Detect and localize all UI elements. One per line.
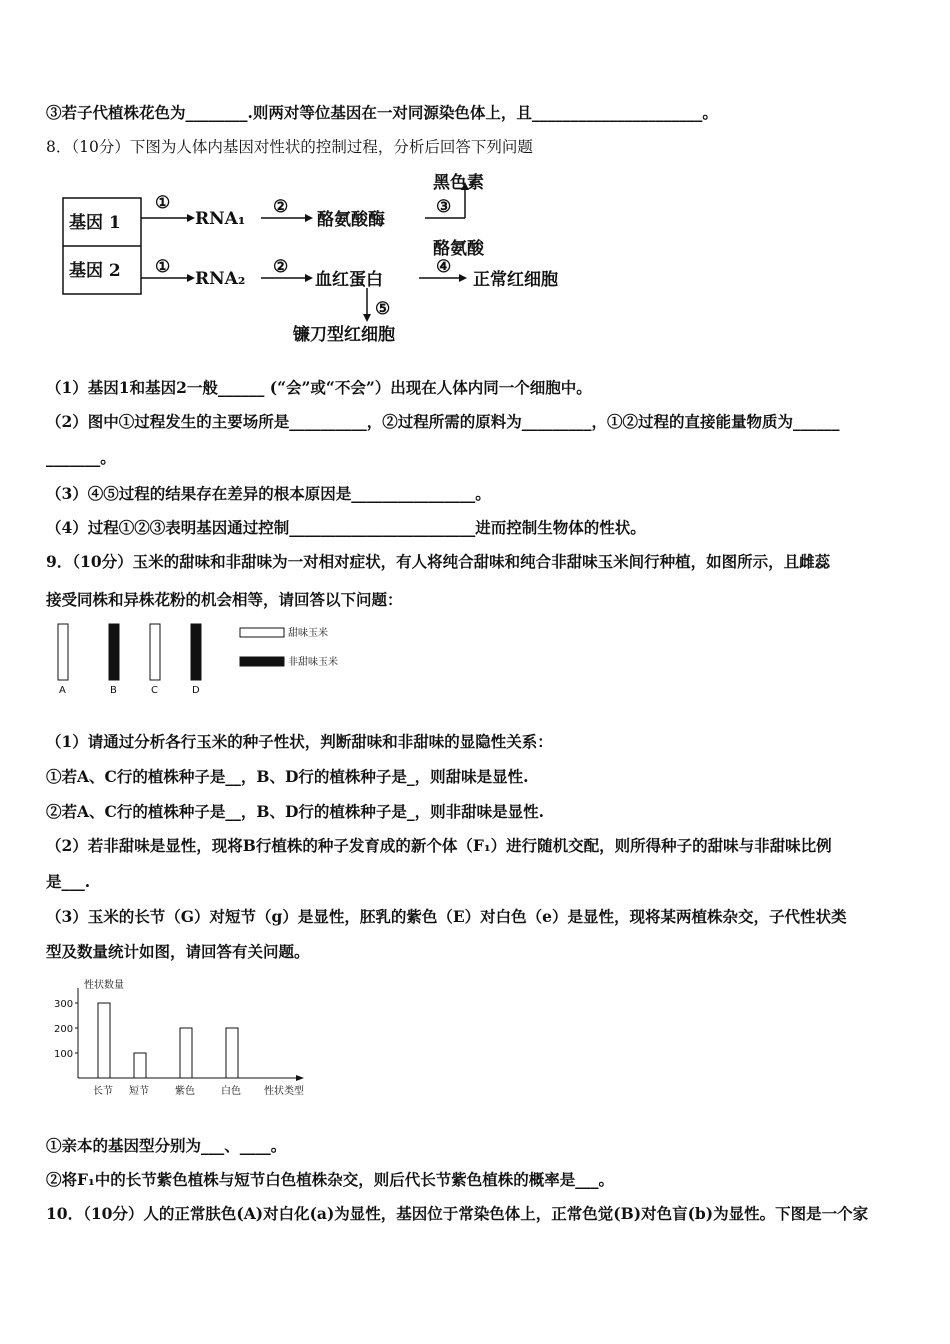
y-tick-label: 100 — [54, 1049, 74, 1060]
hemoglobin-label: 血红蛋白 — [315, 270, 383, 290]
step5: ⑤ — [375, 299, 391, 319]
q8-heading: 8．（10分）下图为人体内基因对性状的控制过程，分析后回答下列问题 — [46, 138, 533, 156]
bar-2 — [134, 1053, 146, 1078]
legend-sweet-label: 甜味玉米 — [288, 628, 328, 639]
arrowhead-5 — [363, 314, 371, 322]
row-d-bar — [191, 624, 201, 680]
row-b-bar — [109, 624, 119, 680]
step2-row2: ② — [273, 257, 289, 277]
trait-count-chart — [46, 974, 336, 1099]
q7-part3-line: ③若子代植株花色为________.则两对等位基因在一对同源染色体上，且______________________。 — [46, 103, 718, 122]
step3: ③ — [436, 197, 452, 217]
q9-part1-a: ①若A、C行的植株种子是__，B、D行的植株种子是_，则甜味是显性. — [46, 767, 529, 786]
tyrosine-label: 酪氨酸 — [433, 239, 484, 259]
row-c-bar — [150, 624, 160, 680]
row-label-c: C — [151, 685, 158, 696]
legend-sweet-swatch — [240, 628, 284, 637]
arrowhead-2b — [305, 274, 313, 282]
step4: ④ — [436, 257, 452, 277]
row-label-a: A — [59, 685, 66, 696]
x-axis-arrow — [296, 1075, 304, 1081]
q9-part2-b: 是___. — [46, 872, 91, 891]
q9-part1-b: ②若A、C行的植株种子是__，B、D行的植株种子是_，则非甜味是显性. — [46, 802, 545, 821]
q8-part1: （1）基因1和基因2一般______ (“会”或“不会”）出现在人体内同一个细胞中。 — [46, 378, 592, 397]
arrowhead-4 — [459, 274, 467, 282]
arrowhead-2a — [305, 214, 313, 222]
x-tick-label: 短节 — [129, 1086, 149, 1097]
q9-part3-d: ②将F₁中的长节紫色植株与短节白色植株杂交，则后代长节紫色植株的概率是___。 — [46, 1170, 615, 1189]
row-label-d: D — [192, 685, 200, 696]
y-tick-label: 300 — [54, 999, 74, 1010]
arrowhead-1b — [187, 274, 195, 282]
q8-part2-b: _______。 — [46, 448, 116, 467]
q8-part2-a: （2）图中①过程发生的主要场所是__________，②过程所需的原料为_________，①②过程的直接能量物质为______ — [46, 412, 840, 431]
y-tick-label: 200 — [54, 1024, 74, 1035]
melanin-label: 黑色素 — [433, 173, 484, 193]
q9-part1: （1）请通过分析各行玉米的种子性状，判断甜味和非甜味的显隐性关系： — [46, 732, 553, 751]
normal-rbc-label: 正常红细胞 — [473, 270, 558, 290]
rna2-label: RNA₂ — [195, 269, 246, 289]
q9-part3-b: 型及数量统计如图，请回答有关问题。 — [46, 942, 310, 961]
q9-part3-a: （3）玉米的长节（G）对短节（g）是显性，胚乳的紫色（E）对白色（e）是显性，现将某两植株杂交，子代性状类 — [46, 907, 847, 926]
x-tick-label: 白色 — [221, 1086, 241, 1097]
gene-control-diagram — [55, 168, 675, 348]
q8-part4: （4）过程①②③表明基因通过控制________________________进而控制生物体的性状。 — [46, 518, 646, 537]
step1-row1: ① — [155, 193, 171, 213]
chart-ylabel: 性状数量 — [84, 980, 124, 991]
sickle-rbc-label: 镰刀型红细胞 — [293, 325, 395, 345]
row-label-b: B — [110, 685, 117, 696]
arrowhead-1a — [187, 214, 195, 222]
legend-nonsweet-label: 非甜味玉米 — [288, 657, 338, 668]
x-tick-label: 长节 — [93, 1086, 113, 1097]
q9-heading: 9．（10分）玉米的甜味和非甜味为一对相对症状，有人将纯合甜味和纯合非甜味玉米间行种植，如图所示，且雌蕊 — [46, 552, 831, 571]
gene2-label: 基因 2 — [69, 261, 121, 281]
x-tick-label: 紫色 — [175, 1086, 195, 1097]
enzyme-label: 酪氨酸酶 — [317, 210, 385, 230]
q10-heading: 10．（10分）人的正常肤色(A)对白化(a)为显性，基因位于常染色体上，正常色觉(B)对色盲(b)为显性。下图是一个家 — [46, 1204, 869, 1223]
bar-1 — [98, 1003, 110, 1078]
legend-nonsweet-swatch — [240, 657, 284, 666]
bar-3 — [180, 1028, 192, 1078]
bar-4 — [226, 1028, 238, 1078]
q9-part2-a: （2）若非甜味是显性，现将B行植株的种子发育成的新个体（F₁）进行随机交配，则所得种子的甜味与非甜味比例 — [46, 836, 832, 855]
row-a-bar — [58, 624, 68, 680]
q9-heading-cont: 接受同株和异株花粉的机会相等，请回答以下问题： — [46, 590, 403, 609]
q8-part3: （3）④⑤过程的结果存在差异的根本原因是________________。 — [46, 484, 491, 503]
gene1-label: 基因 1 — [69, 213, 121, 233]
step1-row2: ① — [155, 257, 171, 277]
chart-xlabel: 性状类型 — [264, 1086, 304, 1097]
step2-row1: ② — [273, 197, 289, 217]
corn-rows-figure — [52, 620, 372, 700]
rna1-label: RNA₁ — [195, 209, 246, 229]
q9-part3-c: ①亲本的基因型分别为___、____。 — [46, 1136, 287, 1155]
